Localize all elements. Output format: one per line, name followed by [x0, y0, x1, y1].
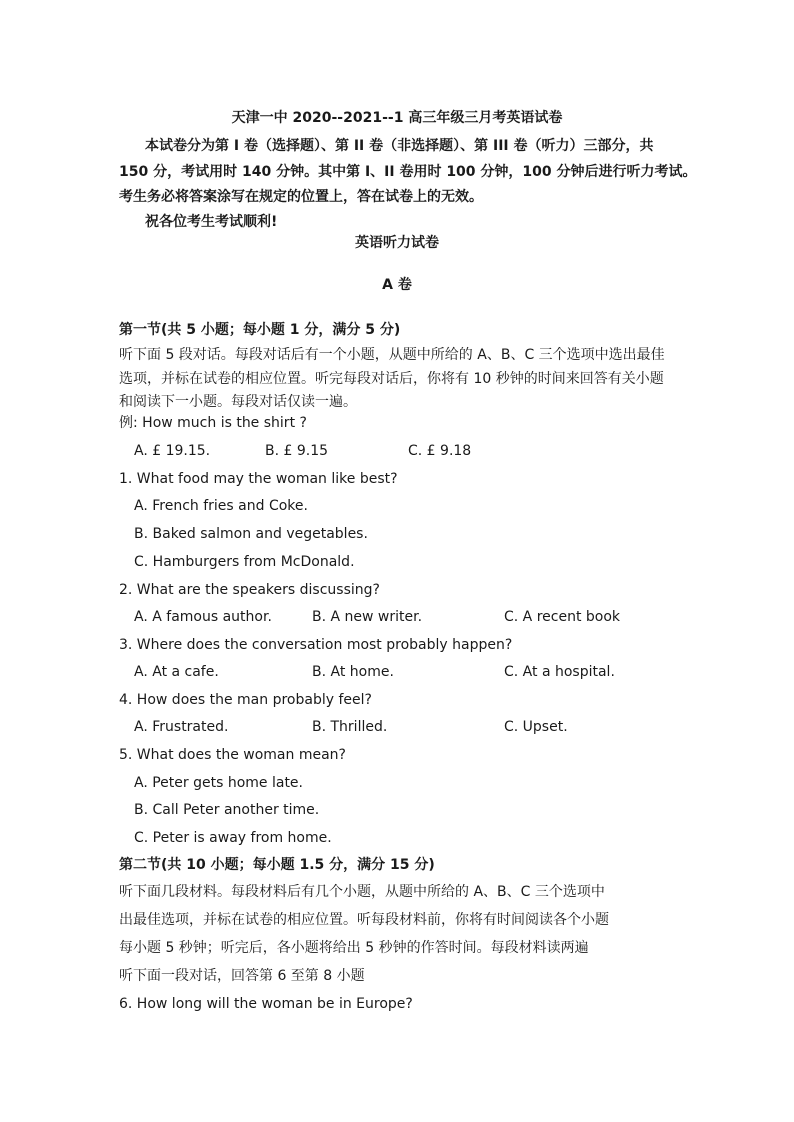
question-5: 5. What does the woman mean?: [119, 747, 346, 763]
example-option-c: C. £ 9.18: [408, 443, 472, 459]
question-2-option-a: A. A famous author.: [134, 609, 272, 625]
intro-line-2: 150 分，考试用时 140 分钟。其中第 I、II 卷用时 100 分钟，100 分钟后进行听力考试。: [119, 164, 697, 180]
section-1-heading: 第一节(共 5 小题；每小题 1 分，满分 5 分): [119, 322, 401, 338]
example-question: 例: How much is the shirt ?: [119, 415, 307, 431]
section-1-instruction-2: 选项，并标在试卷的相应位置。听完每段对话后，你将有 10 秒钟的时间来回答有关小题: [119, 371, 664, 387]
question-1-option-c: C. Hamburgers from McDonald.: [134, 554, 355, 570]
question-3: 3. Where does the conversation most probably happen?: [119, 637, 513, 653]
question-3-option-b: B. At home.: [312, 664, 394, 680]
listening-subtitle: 英语听力试卷: [355, 235, 439, 251]
question-6: 6. How long will the woman be in Europe?: [119, 996, 413, 1012]
section-2-instruction-3: 每小题 5 秒钟；听完后，各小题将给出 5 秒钟的作答时间。每段材料读两遍: [119, 940, 589, 956]
question-2: 2. What are the speakers discussing?: [119, 582, 380, 598]
question-4-option-b: B. Thrilled.: [312, 719, 388, 735]
section-2-heading: 第二节(共 10 小题；每小题 1.5 分，满分 15 分): [119, 857, 435, 873]
section-1-instruction-1: 听下面 5 段对话。每段对话后有一个小题，从题中所给的 A、B、C 三个选项中选出最佳: [119, 347, 665, 363]
question-5-option-a: A. Peter gets home late.: [134, 775, 303, 791]
question-1-option-b: B. Baked salmon and vegetables.: [134, 526, 368, 542]
question-1: 1. What food may the woman like best?: [119, 471, 398, 487]
intro-line-1: 本试卷分为第 I 卷（选择题）、第 II 卷（非选择题）、第 III 卷（听力）三部分，共: [145, 138, 654, 154]
question-4-option-a: A. Frustrated.: [134, 719, 229, 735]
intro-line-3: 考生务必将答案涂写在规定的位置上，答在试卷上的无效。: [119, 189, 483, 205]
question-2-option-b: B. A new writer.: [312, 609, 423, 625]
question-4-option-c: C. Upset.: [504, 719, 568, 735]
section-2-sub-instruction: 听下面一段对话，回答第 6 至第 8 小题: [119, 968, 365, 984]
question-2-option-c: C. A recent book: [504, 609, 621, 625]
example-option-b: B. £ 9.15: [265, 443, 329, 459]
example-option-a: A. £ 19.15.: [134, 443, 211, 459]
section-2-instruction-2: 出最佳选项，并标在试卷的相应位置。听每段材料前，你将有时间阅读各个小题: [119, 912, 609, 928]
question-1-option-a: A. French fries and Coke.: [134, 498, 308, 514]
question-3-option-c: C. At a hospital.: [504, 664, 615, 680]
question-5-option-b: B. Call Peter another time.: [134, 802, 320, 818]
volume-label: A 卷: [382, 277, 412, 293]
section-2-instruction-1: 听下面几段材料。每段材料后有几个小题，从题中所给的 A、B、C 三个选项中: [119, 884, 605, 900]
question-4: 4. How does the man probably feel?: [119, 692, 372, 708]
exam-title: 天津一中 2020--2021--1 高三年级三月考英语试卷: [231, 110, 563, 126]
question-3-option-a: A. At a cafe.: [134, 664, 219, 680]
question-5-option-c: C. Peter is away from home.: [134, 830, 332, 846]
section-1-instruction-3: 和阅读下一小题。每段对话仅读一遍。: [119, 394, 357, 410]
good-luck-line: 祝各位考生考试顺利!: [145, 214, 278, 230]
